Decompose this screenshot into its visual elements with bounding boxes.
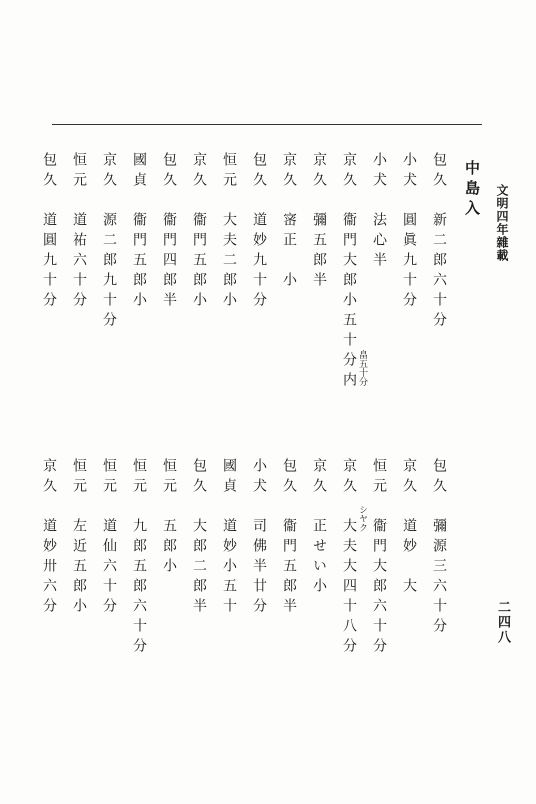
entry-upper-9 — [192, 152, 206, 312]
entry-value: 道祐六十分 — [71, 212, 87, 312]
entry-value: 五郎小 — [161, 518, 177, 578]
entry-value: 圓眞九十分 — [401, 212, 417, 312]
entry-upper-4 — [342, 152, 356, 392]
entry-value: 衞門四郎半 — [161, 212, 177, 312]
entry-value: 道妙九十分 — [251, 212, 267, 312]
entry-value: 新二郎六十分 — [431, 212, 447, 332]
entry-lower-8 — [222, 458, 236, 618]
entry-value: 道仙六十分 — [101, 518, 117, 618]
entry-name: 京久 — [341, 152, 357, 192]
entry-value: 衞門五郎半 — [281, 518, 297, 618]
entry-lower-7 — [252, 458, 266, 618]
entry-upper-1 — [432, 152, 446, 332]
entry-name: 小犬 — [251, 458, 267, 498]
entry-name: 京久 — [401, 458, 417, 498]
entry-name: 恒元 — [221, 152, 237, 192]
entry-upper-11 — [132, 152, 146, 312]
entry-value: 大夫二郎小 — [221, 212, 237, 312]
entry-lower-12 — [102, 458, 116, 618]
entry-name: 國貞 — [131, 152, 147, 192]
entry-name: 京久 — [101, 152, 117, 192]
page-number: 二四八 — [495, 600, 510, 645]
entry-upper-7 — [252, 152, 266, 312]
entry-lower-13 — [72, 458, 86, 618]
entry-name: 京久 — [311, 152, 327, 192]
entry-name: 恒元 — [101, 458, 117, 498]
entry-upper-2 — [402, 152, 416, 312]
entry-lower-2 — [402, 458, 416, 598]
entry-upper-4-note: 畠五十分 — [357, 350, 367, 386]
entry-value: 道妙卅六分 — [41, 518, 57, 618]
entry-value: 衞門大郎六十分 — [371, 518, 387, 658]
entry-name: 包久 — [41, 152, 57, 192]
entry-name: 包久 — [251, 152, 267, 192]
entry-lower-3 — [372, 458, 386, 658]
entry-value: 九郎五郎六十分 — [131, 518, 147, 658]
entry-name: 小犬 — [401, 152, 417, 192]
entry-value: 大郎二郎半 — [191, 518, 207, 618]
entry-upper-13 — [72, 152, 86, 312]
entry-lower-11 — [132, 458, 146, 658]
entry-name: 恒元 — [71, 458, 87, 498]
entry-lower-10 — [162, 458, 176, 578]
entry-lower-9 — [192, 458, 206, 618]
entry-value: 道妙 大 — [401, 518, 417, 598]
entry-upper-6 — [282, 152, 296, 292]
entry-value: 衞門大郎小五十分内 — [341, 212, 357, 392]
entry-upper-5 — [312, 152, 326, 292]
entry-lower-6 — [282, 458, 296, 618]
entry-value: 宻正 小 — [281, 212, 297, 292]
entry-upper-14 — [42, 152, 56, 312]
entry-lower-14 — [42, 458, 56, 618]
entry-name: 包久 — [431, 458, 447, 498]
entry-upper-10 — [162, 152, 176, 312]
entry-value: 司佛半廿分 — [251, 518, 267, 618]
entry-value: 衞門五郎小 — [191, 212, 207, 312]
entry-name: 包久 — [191, 458, 207, 498]
entry-name: 京久 — [41, 458, 57, 498]
entry-name: 恒元 — [71, 152, 87, 192]
header-rule — [52, 124, 482, 125]
entry-name: 恒元 — [371, 458, 387, 498]
entry-value: 左近五郎小 — [71, 518, 87, 618]
entry-name: 包久 — [161, 152, 177, 192]
entry-name: 小犬 — [371, 152, 387, 192]
entry-value: 源二郎九十分 — [101, 212, 117, 332]
entry-lower-4-ruby: シヤク — [357, 505, 367, 532]
entry-upper-8 — [222, 152, 236, 312]
entry-name: 包久 — [281, 458, 297, 498]
entry-lower-4 — [342, 458, 356, 658]
entry-name: 京久 — [341, 458, 357, 498]
entry-name: 包久 — [431, 152, 447, 192]
entry-name: 京久 — [311, 458, 327, 498]
entry-value: 道圓九十分 — [41, 212, 57, 312]
entry-lower-1 — [432, 458, 446, 638]
entry-name: 京久 — [191, 152, 207, 192]
entry-lower-5 — [312, 458, 326, 598]
entry-value: 道妙小五十 — [221, 518, 237, 618]
entry-value: 彌五郎半 — [311, 212, 327, 292]
entry-name: 京久 — [281, 152, 297, 192]
entry-name: 恒元 — [131, 458, 147, 498]
entry-value: 大夫大四十八分 — [341, 518, 357, 658]
entry-value: 法心半 — [371, 212, 387, 272]
entry-value: 正せい小 — [311, 518, 327, 598]
entry-name: 國貞 — [221, 458, 237, 498]
entry-upper-12 — [102, 152, 116, 332]
running-header-title: 文明四年雜載 — [495, 184, 509, 262]
entry-value: 彌源三六十分 — [431, 518, 447, 638]
entry-value: 衞門五郎小 — [131, 212, 147, 312]
entry-upper-3 — [372, 152, 386, 272]
section-heading: 中島入 — [463, 160, 481, 220]
entry-name: 恒元 — [161, 458, 177, 498]
